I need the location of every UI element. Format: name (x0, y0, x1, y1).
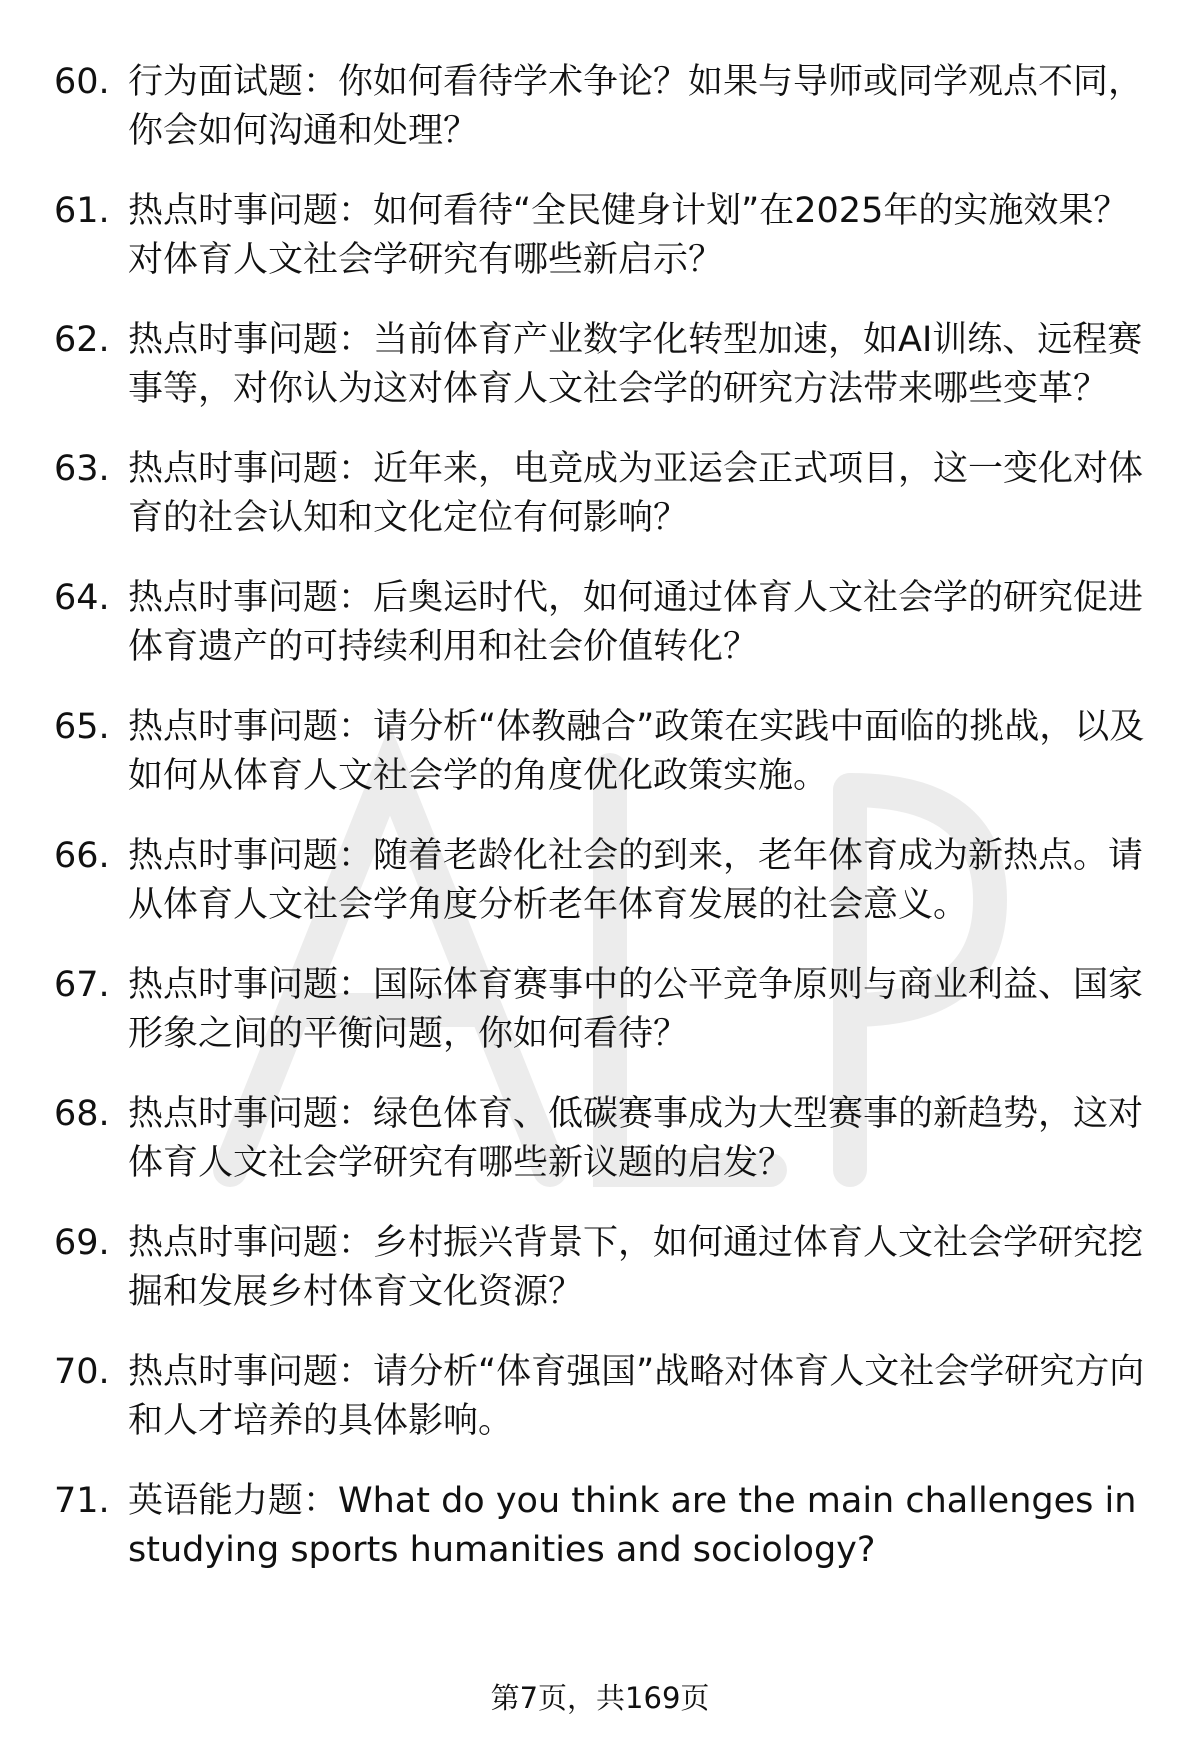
question-number: 64. (54, 578, 110, 618)
question-item-69 (54, 1219, 1154, 1317)
question-item-64 (54, 574, 1154, 672)
question-list (54, 58, 1154, 1606)
question-number: 66. (54, 836, 110, 876)
question-item-67 (54, 961, 1154, 1059)
question-text: 热点时事问题：乡村振兴背景下，如何通过体育人文社会学研究挖掘和发展乡村体育文化资源？ (128, 1223, 1144, 1312)
question-item-71 (54, 1477, 1154, 1575)
question-text: 行为面试题：你如何看待学术争论？如果与导师或同学观点不同，你会如何沟通和处理？ (128, 62, 1144, 151)
question-text: 热点时事问题：国际体育赛事中的公平竞争原则与商业利益、国家形象之间的平衡问题，你如何看待？ (128, 965, 1144, 1054)
question-text: 热点时事问题：随着老龄化社会的到来，老年体育成为新热点。请从体育人文社会学角度分析老年体育发展的社会意义。 (128, 836, 1144, 925)
question-text: 热点时事问题：请分析“体教融合”政策在实践中面临的挑战，以及如何从体育人文社会学的角度优化政策实施。 (128, 707, 1145, 796)
question-number: 67. (54, 965, 110, 1005)
question-number: 71. (54, 1481, 110, 1521)
question-number: 62. (54, 320, 110, 360)
question-text: 热点时事问题：后奥运时代，如何通过体育人文社会学的研究促进体育遗产的可持续利用和社会价值转化？ (128, 578, 1144, 667)
question-text: 热点时事问题：如何看待“全民健身计划”在2025年的实施效果？对体育人文社会学研究有哪些新启示？ (128, 191, 1129, 280)
question-item-68 (54, 1090, 1154, 1188)
question-text: 英语能力题：What do you think are the main challenges in studying sports humanities and sociology? (128, 1481, 1137, 1570)
question-number: 61. (54, 191, 110, 231)
question-number: 63. (54, 449, 110, 489)
question-item-63 (54, 445, 1154, 543)
question-text: 热点时事问题：近年来，电竞成为亚运会正式项目，这一变化对体育的社会认知和文化定位有何影响？ (128, 449, 1144, 538)
question-number: 65. (54, 707, 110, 747)
question-number: 69. (54, 1223, 110, 1263)
question-item-61 (54, 187, 1154, 285)
question-text: 热点时事问题：请分析“体育强国”战略对体育人文社会学研究方向和人才培养的具体影响。 (128, 1352, 1145, 1441)
question-text: 热点时事问题：当前体育产业数字化转型加速，如AI训练、远程赛事等，对你认为这对体育人文社会学的研究方法带来哪些变革？ (128, 320, 1143, 409)
question-item-66 (54, 832, 1154, 930)
page-indicator: 第7页，共169页 (490, 1681, 710, 1715)
question-number: 68. (54, 1094, 110, 1134)
question-item-62 (54, 316, 1154, 414)
question-number: 60. (54, 62, 110, 102)
question-item-60 (54, 58, 1154, 156)
question-item-65 (54, 703, 1154, 801)
question-item-70 (54, 1348, 1154, 1446)
question-text: 热点时事问题：绿色体育、低碳赛事成为大型赛事的新趋势，这对体育人文社会学研究有哪些新议题的启发？ (128, 1094, 1144, 1183)
question-number: 70. (54, 1352, 110, 1392)
